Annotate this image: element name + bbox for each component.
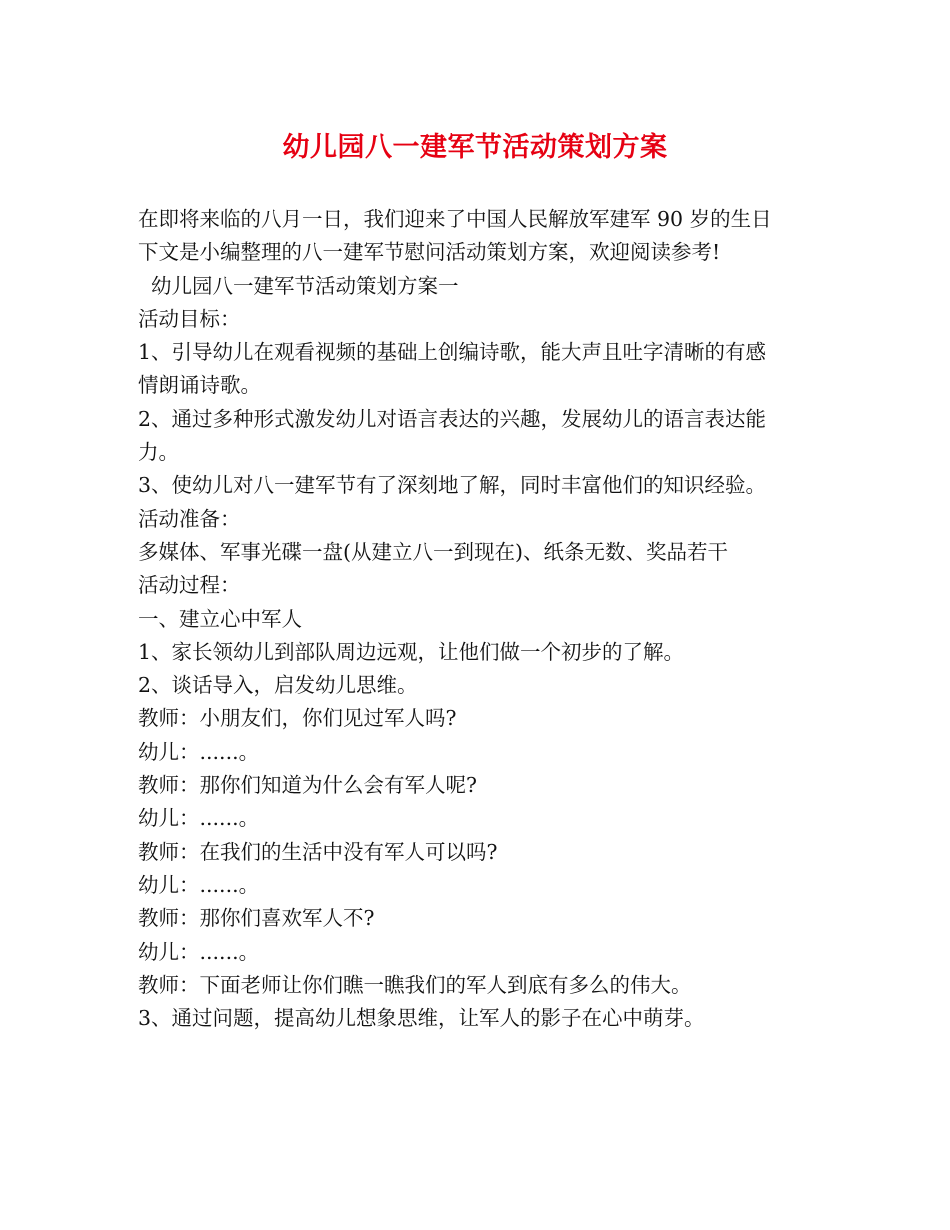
list-item: 1、引导幼儿在观看视频的基础上创编诗歌，能大声且吐字清晰的有感 <box>138 340 767 365</box>
list-item: 1、家长领幼儿到部队周边远观，让他们做一个初步的了解。 <box>138 639 685 664</box>
dialogue-line: 教师：小朋友们，你们见过军人吗? <box>138 706 457 731</box>
list-item: 2、谈话导入，启发幼儿思维。 <box>138 673 418 698</box>
dialogue-line: 教师：那你们知道为什么会有军人呢? <box>138 773 477 798</box>
dialogue-line: 教师：那你们喜欢军人不? <box>138 906 375 931</box>
section-label: 活动准备： <box>138 506 241 531</box>
list-item: 3、通过问题，提高幼儿想象思维，让军人的影子在心中萌芽。 <box>138 1006 705 1031</box>
section-heading: 幼儿园八一建军节活动策划方案一 <box>138 273 459 298</box>
dialogue-line: 幼儿：......。 <box>138 806 260 831</box>
dialogue-line: 幼儿：......。 <box>138 739 260 764</box>
section-heading: 一、建立心中军人 <box>138 606 302 631</box>
dialogue-line: 教师：在我们的生活中没有军人可以吗? <box>138 839 498 864</box>
dialogue-line: 幼儿：......。 <box>138 872 260 897</box>
list-item-continuation: 情朗诵诗歌。 <box>138 373 261 398</box>
list-item-continuation: 力。 <box>138 440 179 465</box>
document-title: 幼儿园八一建军节活动策划方案 <box>282 132 668 163</box>
list-item: 2、通过多种形式激发幼儿对语言表达的兴趣，发展幼儿的语言表达能 <box>138 406 767 431</box>
list-item: 3、使幼儿对八一建军节有了深刻地了解，同时丰富他们的知识经验。 <box>138 473 767 498</box>
section-label: 活动目标： <box>138 306 241 331</box>
document-body <box>138 203 828 1035</box>
section-label: 活动过程： <box>138 573 241 598</box>
paragraph-line: 多媒体、军事光碟一盘(从建立八一到现在)、纸条无数、奖品若干 <box>138 539 728 564</box>
dialogue-line: 教师：下面老师让你们瞧一瞧我们的军人到底有多么的伟大。 <box>138 972 692 997</box>
dialogue-line: 幼儿：......。 <box>138 939 260 964</box>
paragraph-line: 下文是小编整理的八一建军节慰问活动策划方案，欢迎阅读参考! <box>138 240 721 265</box>
paragraph-line: 在即将来临的八月一日，我们迎来了中国人民解放军建军 90 岁的生日 <box>138 207 772 231</box>
